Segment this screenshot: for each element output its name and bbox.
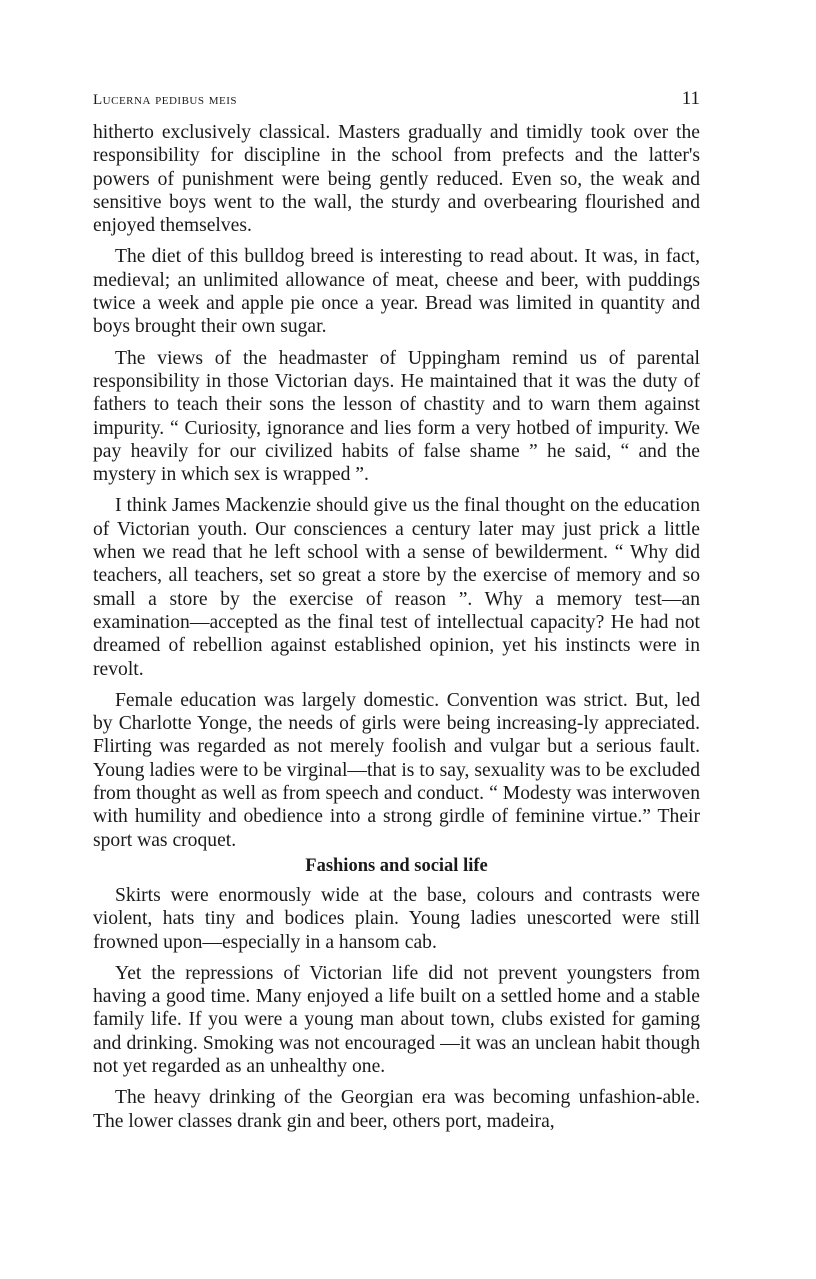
paragraph: Yet the repressions of Victorian life did not prevent youngsters from having a good time. Many enjoyed a life built on a settled home and a stable family life. If you were a young man about town, clubs existed for gaming and drinking. Smoking was not encouraged —it was an unclean habit though not yet regarded as an unhealthy one. — [93, 962, 700, 1077]
paragraph: hitherto exclusively classical. Masters gradually and timidly took over the responsibility for discipline in the school from prefects and the latter's powers of punishment were being gently reduced. Even so, the weak and sensitive boys went to the wall, the sturdy and overbearing flourished and enjoyed themselves. — [93, 122, 700, 237]
body-text — [93, 121, 700, 1133]
book-page — [93, 88, 700, 1141]
paragraph: The views of the headmaster of Uppingham remind us of parental responsibility in those Victorian days. He maintained that it was the duty of fathers to teach their sons the lesson of chastity and to warn them against impurity. “ Curiosity, ignorance and lies form a very hotbed of impurity. We pay heavily for our civilized habits of false shame ” he said, “ and the mystery in which sex is wrapped ”. — [93, 347, 700, 486]
paragraph: I think James Mackenzie should give us the final thought on the education of Victorian youth. Our consciences a century later may just prick a little when we read that he left school with a sense of bewilderment. “ Why did teachers, all teachers, set so great a store by the exercise of memory and so small a store by the exercise of reason ”. Why a memory test—an examination—accepted as the final test of intellectual capacity? He had not dreamed of rebellion against established opinion, yet his instincts were in revolt. — [93, 495, 700, 680]
page-number: 11 — [681, 88, 700, 109]
paragraph: The diet of this bulldog breed is interesting to read about. It was, in fact, medieval; an unlimited allowance of meat, cheese and beer, with puddings twice a week and apple pie once a year. Bread was limited in quantity and boys brought their own sugar. — [93, 246, 700, 338]
paragraph: The heavy drinking of the Georgian era was becoming unfashion-able. The lower classes drank gin and beer, others port, madeira, — [93, 1087, 700, 1132]
running-head — [93, 88, 700, 118]
section-heading: Fashions and social life — [305, 855, 488, 876]
running-title: Lucerna pedibus meis — [93, 92, 238, 108]
paragraph: Female education was largely domestic. Convention was strict. But, led by Charlotte Yonge, the needs of girls were being increasing-ly appreciated. Flirting was regarded as not merely foolish and vulgar but a serious fault. Young ladies were to be virginal—that is to say, sexuality was to be excluded from thought as well as from speech and conduct. “ Modesty was interwoven with humility and obedience into a strong girdle of feminine virtue.” Their sport was croquet. — [93, 689, 700, 851]
paragraph: Skirts were enormously wide at the base, colours and contrasts were violent, hats tiny and bodices plain. Young ladies unescorted were still frowned upon—especially in a hansom cab. — [93, 884, 700, 953]
